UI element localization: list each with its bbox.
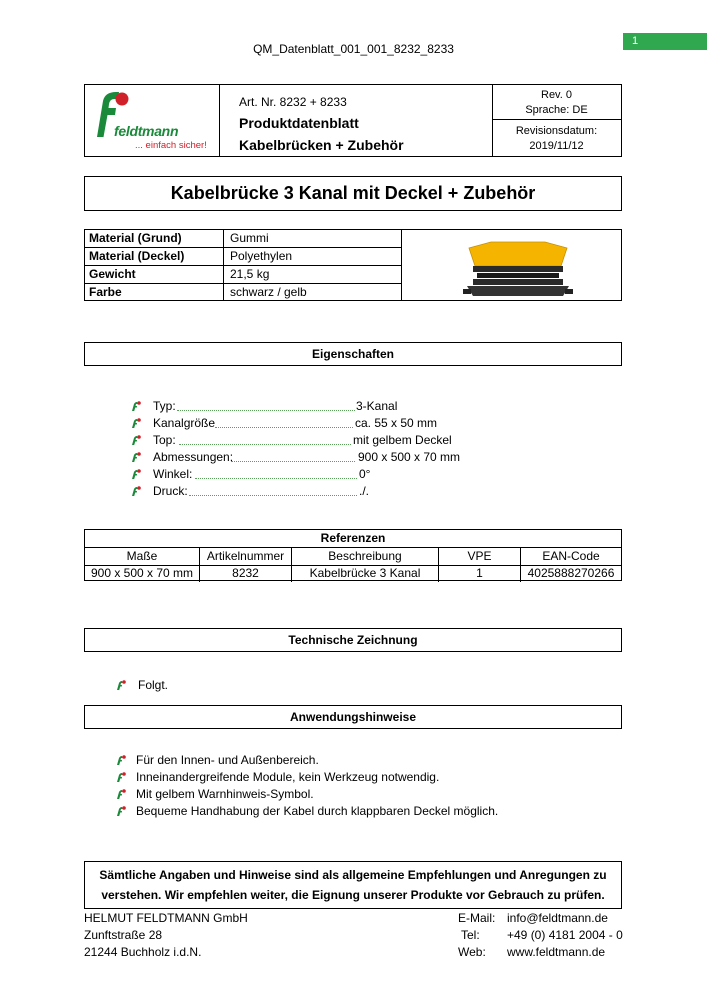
page-title: Kabelbrücke 3 Kanal mit Deckel + Zubehör xyxy=(84,176,622,211)
leader-dots xyxy=(177,410,355,411)
property-value: ca. 55 x 50 mm xyxy=(355,416,438,430)
property-label: Winkel: xyxy=(153,467,193,481)
section-anwendungshinweise: Anwendungshinweise xyxy=(84,705,622,729)
footer-web-label: Web: xyxy=(458,945,486,959)
logo-slogan: ... einfach sicher! xyxy=(135,140,207,151)
usage-text: Bequeme Handhabung der Kabel durch klappbaren Deckel möglich. xyxy=(136,804,499,818)
property-item xyxy=(131,433,461,449)
material-row xyxy=(85,284,401,302)
feldtmann-bullet-icon xyxy=(131,400,141,412)
feldtmann-bullet-icon xyxy=(116,754,126,766)
material-key: Material (Deckel) xyxy=(89,249,185,263)
material-key: Gewicht xyxy=(89,267,136,281)
feldtmann-bullet-icon xyxy=(131,468,141,480)
ref-data-cell: 8232 xyxy=(200,565,292,582)
header-line-1: Produktdatenblatt xyxy=(239,115,359,131)
usage-text: Für den Innen- und Außenbereich. xyxy=(136,753,319,767)
footer-tel: +49 (0) 4181 2004 - 0 xyxy=(507,928,623,942)
revision-date-info xyxy=(492,121,621,156)
property-value: 3-Kanal xyxy=(356,399,398,413)
feldtmann-bullet-icon xyxy=(131,485,141,497)
ref-header-cell: Artikelnummer xyxy=(200,548,292,565)
header-line-2: Kabelbrücken + Zubehör xyxy=(239,137,404,153)
material-key: Material (Grund) xyxy=(89,231,182,245)
feldtmann-bullet-icon xyxy=(131,451,141,463)
revision: Rev. 0 xyxy=(541,89,572,101)
table-divider xyxy=(401,230,402,300)
ref-header-cell: EAN-Code xyxy=(542,549,600,563)
material-value: schwarz / gelb xyxy=(230,285,307,299)
ref-header-cell: Beschreibung xyxy=(292,548,439,565)
cable-bridge-product-image xyxy=(463,240,573,298)
leader-dots xyxy=(189,495,357,496)
header-title-cell xyxy=(219,85,493,156)
usage-text: Inneinandergreifende Module, kein Werkzeug notwendig. xyxy=(136,770,440,784)
usage-item xyxy=(116,770,536,786)
revision-date-label: Revisionsdatum: xyxy=(515,125,598,137)
feldtmann-bullet-icon xyxy=(116,788,126,800)
property-value: 0° xyxy=(359,467,371,481)
property-value: 900 x 500 x 70 mm xyxy=(358,450,461,464)
ref-data-cell: 900 x 500 x 70 mm xyxy=(85,565,200,582)
references-table xyxy=(84,529,622,581)
drawing-note-item xyxy=(116,678,316,694)
logo-wordmark: feldtmann xyxy=(114,123,179,139)
disclaimer-line: verstehen. Wir empfehlen weiter, die Eignung unserer Produkte vor Gebrauch zu prüfen. xyxy=(101,888,605,902)
leader-dots xyxy=(195,478,357,479)
property-label: Typ: xyxy=(153,399,176,413)
material-table xyxy=(84,229,622,301)
disclaimer-box xyxy=(84,861,622,909)
property-item xyxy=(131,399,431,415)
ref-data-cell: 1 xyxy=(439,565,521,582)
property-label: Druck: xyxy=(153,484,188,498)
article-number: Art. Nr. 8232 + 8233 xyxy=(239,95,347,109)
property-item xyxy=(131,416,451,432)
leader-dots xyxy=(215,427,353,428)
feldtmann-bullet-icon xyxy=(131,417,141,429)
usage-text: Mit gelbem Warnhinweis-Symbol. xyxy=(136,787,314,801)
feldtmann-bullet-icon xyxy=(116,805,126,817)
document-header xyxy=(84,84,622,157)
feldtmann-bullet-icon xyxy=(116,679,126,691)
footer-web[interactable]: www.feldtmann.de xyxy=(507,945,606,959)
document-reference: QM_Datenblatt_001_001_8232_8233 xyxy=(253,42,454,56)
section-eigenschaften: Eigenschaften xyxy=(84,342,622,366)
footer-company: HELMUT FELDTMANN GmbH xyxy=(84,911,248,925)
section-technische-zeichnung: Technische Zeichnung xyxy=(84,628,622,652)
material-value: Polyethylen xyxy=(230,249,293,263)
revision-info xyxy=(492,85,621,120)
usage-item xyxy=(116,804,536,820)
footer-address xyxy=(84,910,248,961)
material-row xyxy=(85,248,401,266)
logo-cell xyxy=(85,85,220,156)
language: Sprache: DE xyxy=(525,104,588,116)
property-value: ./. xyxy=(359,484,370,498)
property-item xyxy=(131,450,471,466)
footer-email[interactable]: info@feldtmann.de xyxy=(507,911,608,925)
ref-data-cell: Kabelbrücke 3 Kanal xyxy=(292,565,439,582)
footer-street: Zunftstraße 28 xyxy=(84,928,163,942)
property-label: Abmessungen: xyxy=(153,450,234,464)
property-item xyxy=(131,467,431,483)
property-label: Kanalgröße xyxy=(153,416,216,430)
table-divider xyxy=(223,230,224,300)
footer-city: 21244 Buchholz i.d.N. xyxy=(84,945,202,959)
material-value: 21,5 kg xyxy=(230,267,270,281)
feldtmann-bullet-icon xyxy=(116,771,126,783)
references-title: Referenzen xyxy=(85,530,621,548)
revision-date: 2019/11/12 xyxy=(529,140,584,152)
usage-item xyxy=(116,753,536,769)
ref-header-cell: VPE xyxy=(439,548,521,565)
property-value: mit gelbem Deckel xyxy=(353,433,452,447)
leader-dots xyxy=(231,461,355,462)
material-row xyxy=(85,230,401,248)
revision-cell xyxy=(492,85,621,156)
footer-email-label: E-Mail: xyxy=(458,911,496,925)
footer-contact-values xyxy=(507,910,623,961)
page-number-badge: 1 xyxy=(623,33,707,50)
footer-tel-label: Tel: xyxy=(461,928,480,942)
material-row xyxy=(85,266,401,284)
property-label: Top: xyxy=(153,433,176,447)
leader-dots xyxy=(179,444,351,445)
usage-item xyxy=(116,787,536,803)
feldtmann-bullet-icon xyxy=(131,434,141,446)
footer-contact-labels xyxy=(458,910,495,961)
material-value: Gummi xyxy=(230,231,269,245)
property-item xyxy=(131,484,431,500)
drawing-note: Folgt. xyxy=(138,678,169,692)
material-key: Farbe xyxy=(89,285,122,299)
ref-header-cell: Maße xyxy=(85,548,200,565)
disclaimer-line: Sämtliche Angaben und Hinweise sind als allgemeine Empfehlungen und Anregungen zu xyxy=(99,868,607,882)
ref-data-cell: 4025888270266 xyxy=(527,566,615,580)
